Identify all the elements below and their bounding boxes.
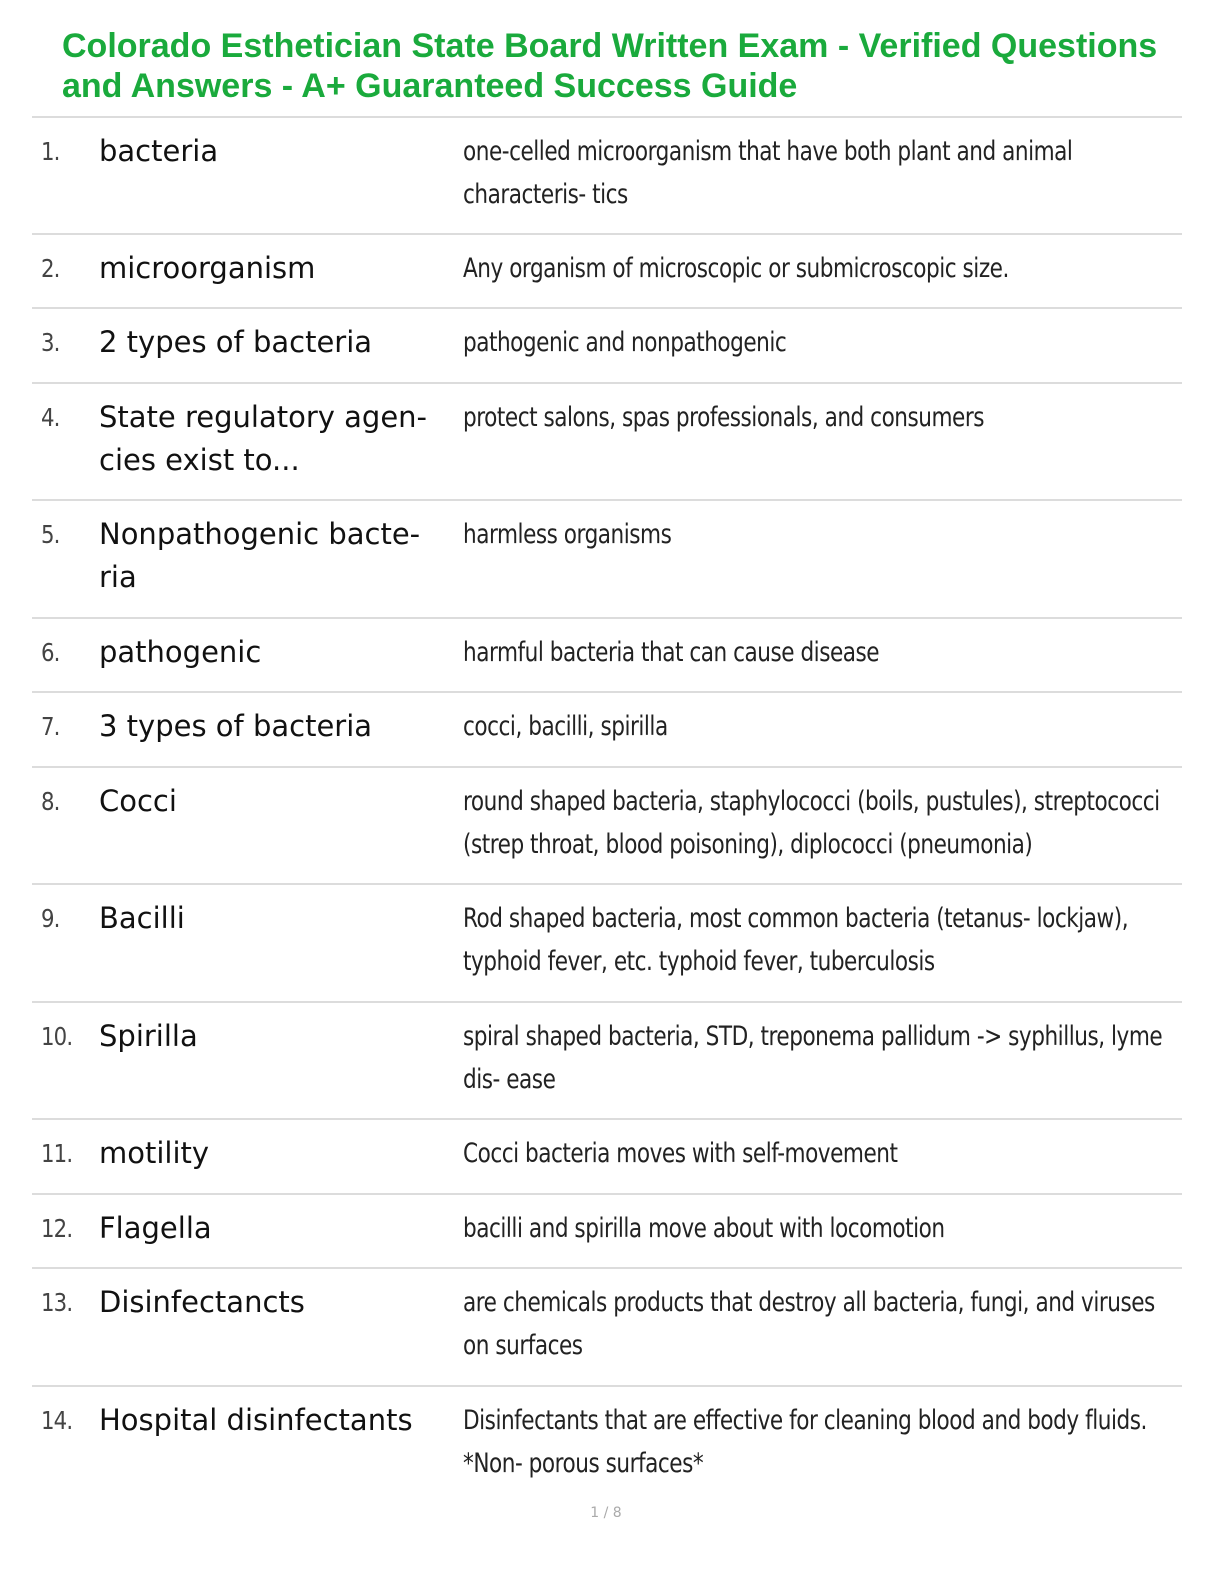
card-number: 10. <box>41 1022 73 1051</box>
card-number: 5. <box>41 520 60 549</box>
card-definition: protect salons, spas professionals, and consumers <box>463 402 985 433</box>
card-term: motility <box>99 1136 210 1170</box>
card-term: Disinfectancts <box>99 1285 305 1319</box>
card-number: 11. <box>41 1139 73 1168</box>
flashcard-row <box>32 885 1182 1003</box>
card-definition: harmless organisms <box>463 519 672 550</box>
card-definition: one-celled microorganism that have both plant and animal characteris- tics <box>463 136 1073 210</box>
flashcard-row <box>32 235 1182 309</box>
card-number: 1. <box>41 137 60 166</box>
flashcard-list <box>32 118 1182 1499</box>
card-definition: Any organism of microscopic or submicroscopic size. <box>463 253 1009 284</box>
card-term: pathogenic <box>99 635 262 669</box>
flashcard-row <box>32 1195 1182 1269</box>
card-definition: harmful bacteria that can cause disease <box>463 637 880 668</box>
card-number: 9. <box>41 904 60 933</box>
card-term: Spirilla <box>99 1019 198 1053</box>
flashcard-row <box>32 384 1182 501</box>
card-definition: are chemicals products that destroy all bacteria, fungi, and viruses on surfaces <box>463 1287 1155 1361</box>
card-term: Bacilli <box>99 901 185 935</box>
flashcard-row <box>32 501 1182 619</box>
card-definition: Cocci bacteria moves with self-movement <box>463 1138 898 1169</box>
card-term: Hospital disinfectants <box>99 1403 413 1437</box>
card-definition: Disinfectants that are effective for cleaning blood and body fluids. *Non- porous surfaces* <box>463 1405 1147 1479</box>
card-definition: spiral shaped bacteria, STD, treponema pallidum -> syphillus, lyme dis- ease <box>463 1021 1163 1095</box>
card-number: 3. <box>41 328 60 357</box>
card-number: 12. <box>41 1214 73 1243</box>
card-number: 4. <box>41 403 60 432</box>
card-term: microorganism <box>99 251 316 285</box>
card-definition: round shaped bacteria, staphylococci (boils, pustules), streptococci (strep throat, blood poisoning), diplococci (pneumonia) <box>463 786 1160 860</box>
card-definition: bacilli and spirilla move about with locomotion <box>463 1213 945 1244</box>
flashcard-row <box>32 693 1182 768</box>
card-term: 2 types of bacteria <box>99 325 373 359</box>
card-term: State regulatory agen- cies exist to... <box>99 400 428 477</box>
card-number: 13. <box>41 1288 73 1317</box>
flashcard-row <box>32 1387 1182 1499</box>
card-term: bacteria <box>99 134 219 168</box>
flashcard-row <box>32 768 1182 885</box>
card-term: Nonpathogenic bacte- ria <box>99 517 421 594</box>
card-definition: pathogenic and nonpathogenic <box>463 327 787 358</box>
flashcard-row <box>32 118 1182 235</box>
page-title: Colorado Esthetician State Board Written Exam - Verified Questions and Answers - A+ Guaranteed Success Guide <box>62 27 1158 105</box>
card-number: 7. <box>41 712 60 741</box>
flashcard-row <box>32 309 1182 384</box>
card-number: 8. <box>41 787 60 816</box>
card-term: 3 types of bacteria <box>99 709 373 743</box>
flashcard-row <box>32 1003 1182 1120</box>
flashcard-row <box>32 619 1182 693</box>
card-term: Flagella <box>99 1211 212 1245</box>
card-term: Cocci <box>99 784 177 818</box>
flashcard-row <box>32 1269 1182 1387</box>
flashcard-row <box>32 1120 1182 1195</box>
card-definition: cocci, bacilli, spirilla <box>463 711 668 742</box>
page-indicator: 1 / 8 <box>590 1505 622 1521</box>
card-number: 14. <box>41 1406 73 1435</box>
card-number: 2. <box>41 254 60 283</box>
card-number: 6. <box>41 638 60 667</box>
card-definition: Rod shaped bacteria, most common bacteria (tetanus- lockjaw), typhoid fever, etc. typhoid fever, tuberculosis <box>463 903 1129 977</box>
